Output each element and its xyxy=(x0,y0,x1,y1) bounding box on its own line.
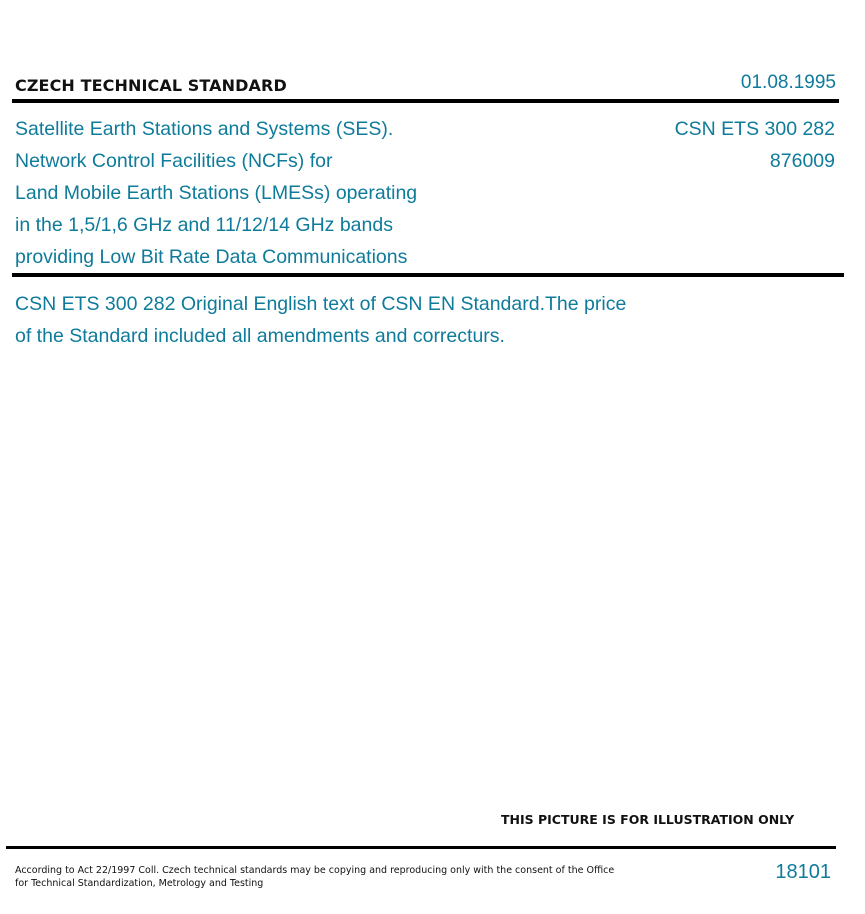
standard-class-number: 876009 xyxy=(769,150,835,172)
footer-divider xyxy=(6,846,836,849)
standard-identifiers xyxy=(675,113,835,177)
standard-code: CSN ETS 300 282 xyxy=(674,118,835,140)
catalog-number: 18101 xyxy=(775,861,831,883)
legal-notice-line: According to Act 22/1997 Coll. Czech technical standards may be copying and reproducing only with the consent of the Office xyxy=(15,865,615,876)
header-divider xyxy=(12,99,839,103)
description-line: CSN ETS 300 282 Original English text of CSN EN Standard.The price xyxy=(15,293,627,315)
legal-notice-line: for Technical Standardization, Metrology and Testing xyxy=(15,878,264,889)
illustration-disclaimer: THIS PICTURE IS FOR ILLUSTRATION ONLY xyxy=(501,812,795,827)
legal-notice xyxy=(15,864,614,890)
standard-title-line: providing Low Bit Rate Data Communications xyxy=(15,246,408,268)
standard-title-line: Network Control Facilities (NCFs) for xyxy=(15,150,333,172)
standard-title-line: Satellite Earth Stations and Systems (SES). xyxy=(15,118,394,140)
publication-date: 01.08.1995 xyxy=(740,72,836,93)
title-divider xyxy=(12,273,844,277)
standard-title-line: in the 1,5/1,6 GHz and 11/12/14 GHz bands xyxy=(15,214,393,236)
standard-description xyxy=(15,288,626,352)
document-type-heading: CZECH TECHNICAL STANDARD xyxy=(15,76,287,95)
standard-title-line: Land Mobile Earth Stations (LMESs) operating xyxy=(15,182,418,204)
standard-title xyxy=(15,113,417,273)
description-line: of the Standard included all amendments and correcturs. xyxy=(15,325,505,347)
